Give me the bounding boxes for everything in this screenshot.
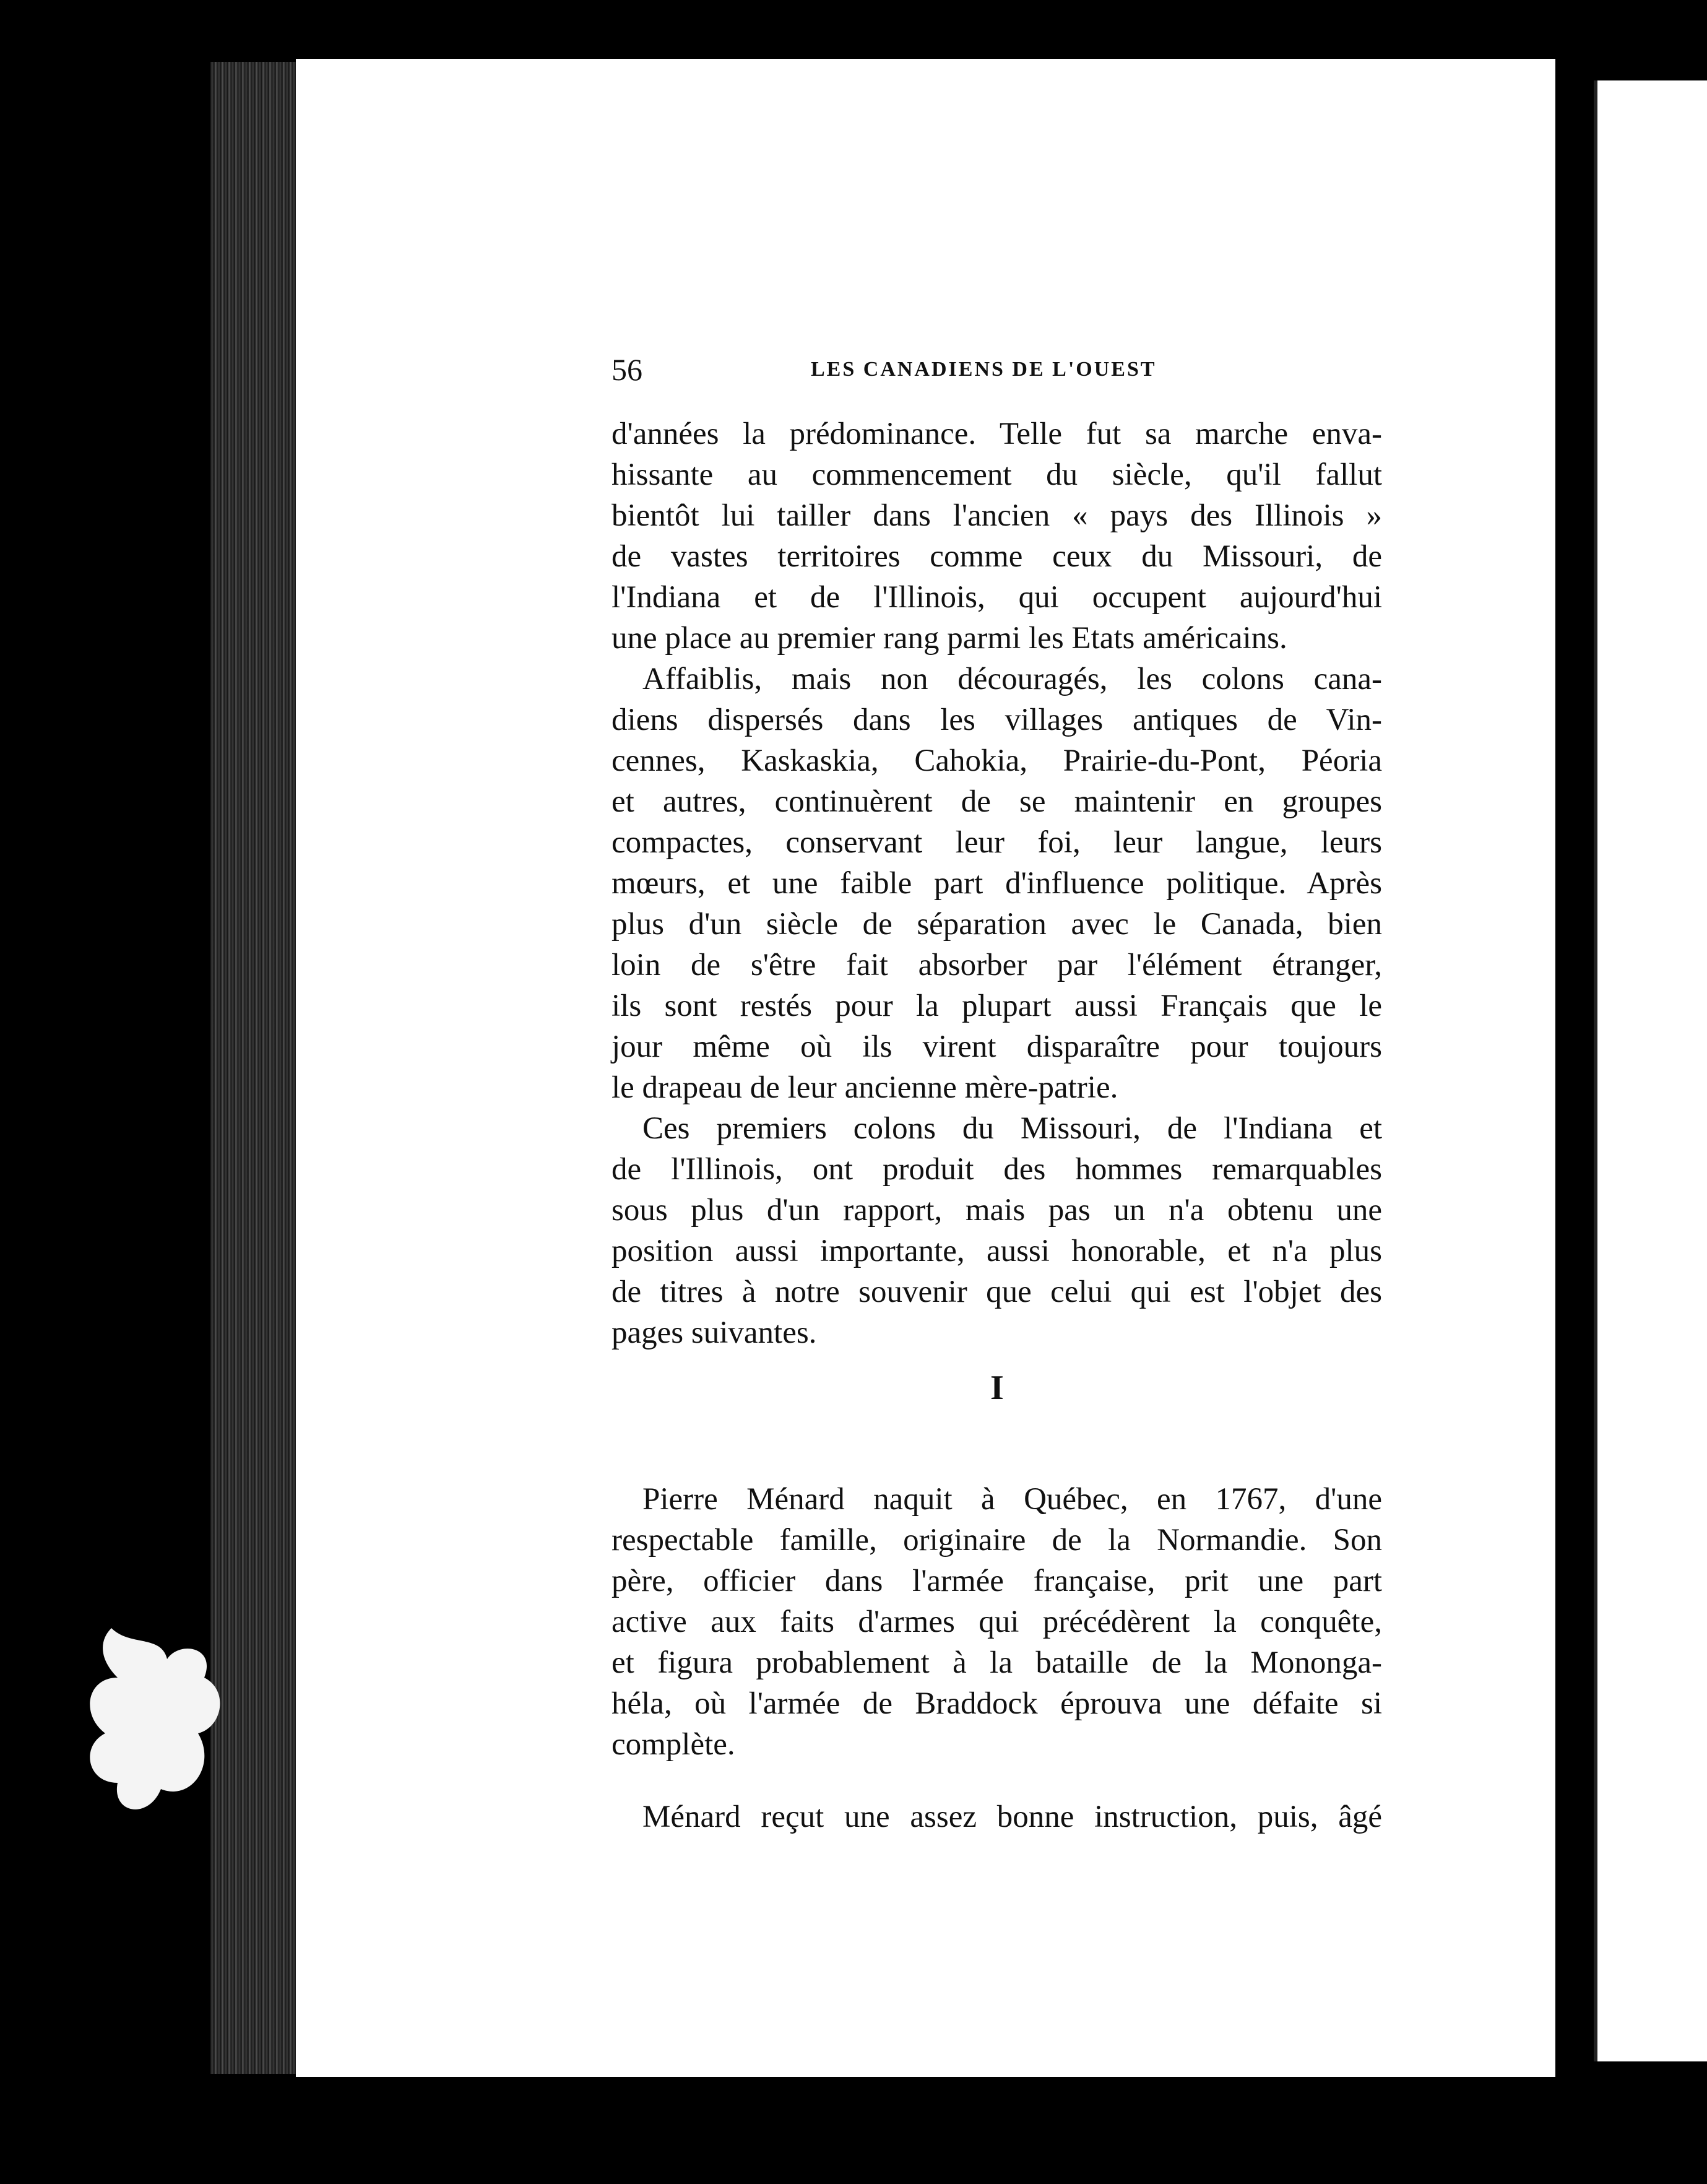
text-line: héla, où l'armée de Braddock éprouva une défaite si — [611, 1686, 1382, 1721]
text-line: position aussi importante, aussi honorable, et n'a plus — [611, 1234, 1382, 1268]
text-line: respectable famille, originaire de la Normandie. Son — [611, 1523, 1382, 1558]
text-line: cennes, Kaskaskia, Cahokia, Prairie-du-Pont, Péoria — [611, 743, 1382, 778]
text-line: compactes, conservant leur foi, leur langue, leurs — [611, 825, 1382, 860]
text-line: Pierre Ménard naquit à Québec, en 1767, d'une — [642, 1482, 1382, 1517]
text-line: ils sont restés pour la plupart aussi Français que le — [611, 989, 1382, 1023]
paragraph — [611, 659, 1382, 1108]
paragraph — [611, 1796, 1382, 1837]
text-line: jour même où ils virent disparaître pour toujours — [611, 1029, 1382, 1064]
text-line: complète. — [611, 1727, 735, 1762]
text-line: bientôt lui tailler dans l'ancien « pays des Illinois » — [611, 498, 1382, 533]
text-line: plus d'un siècle de séparation avec le Canada, bien — [611, 907, 1382, 942]
text-line: pages suivantes. — [611, 1315, 817, 1350]
body-text-bottom — [611, 1447, 1382, 1869]
paragraph — [611, 1479, 1382, 1765]
paragraph — [611, 1108, 1382, 1353]
text-line: diens dispersés dans les villages antiques de Vin- — [611, 703, 1382, 737]
adjacent-page-edge — [1594, 80, 1707, 2061]
body-text-top — [611, 414, 1382, 1353]
text-line: d'années la prédominance. Telle fut sa marche enva- — [611, 417, 1382, 451]
text-line: mœurs, et une faible part d'influence politique. Après — [611, 866, 1382, 901]
page-number: 56 — [611, 352, 642, 387]
text-line: de titres à notre souvenir que celui qui est l'objet des — [611, 1275, 1382, 1309]
text-line: l'Indiana et de l'Illinois, qui occupent aujourd'hui — [611, 580, 1382, 615]
text-line: active aux faits d'armes qui précédèrent la conquête, — [611, 1605, 1382, 1639]
text-line: de l'Illinois, ont produit des hommes remarquables — [611, 1152, 1382, 1187]
text-line: et autres, continuèrent de se maintenir en groupes — [611, 784, 1382, 819]
text-line: Affaiblis, mais non découragés, les colons cana- — [642, 662, 1382, 696]
text-line: loin de s'être fait absorber par l'élément étranger, — [611, 948, 1382, 982]
running-head: LES CANADIENS DE L'OUEST — [811, 358, 1157, 381]
ink-blot-decoration — [74, 1622, 260, 1826]
text-line: hissante au commencement du siècle, qu'il fallut — [611, 457, 1382, 492]
text-line: de vastes territoires comme ceux du Missouri, de — [611, 539, 1382, 574]
text-line: et figura probablement à la bataille de la Mononga- — [611, 1645, 1382, 1680]
paragraph — [611, 414, 1382, 659]
text-line: une place au premier rang parmi les Etats américains. — [611, 621, 1287, 656]
text-line: père, officier dans l'armée française, prit une part — [611, 1564, 1382, 1598]
text-line: sous plus d'un rapport, mais pas un n'a obtenu une — [611, 1193, 1382, 1228]
page-header — [611, 352, 1237, 389]
text-line: Ces premiers colons du Missouri, de l'Indiana et — [642, 1111, 1382, 1146]
section-heading: I — [990, 1369, 1004, 1407]
text-line: le drapeau de leur ancienne mère-patrie. — [611, 1070, 1118, 1105]
text-line: Ménard reçut une assez bonne instruction, puis, âgé — [642, 1800, 1382, 1834]
